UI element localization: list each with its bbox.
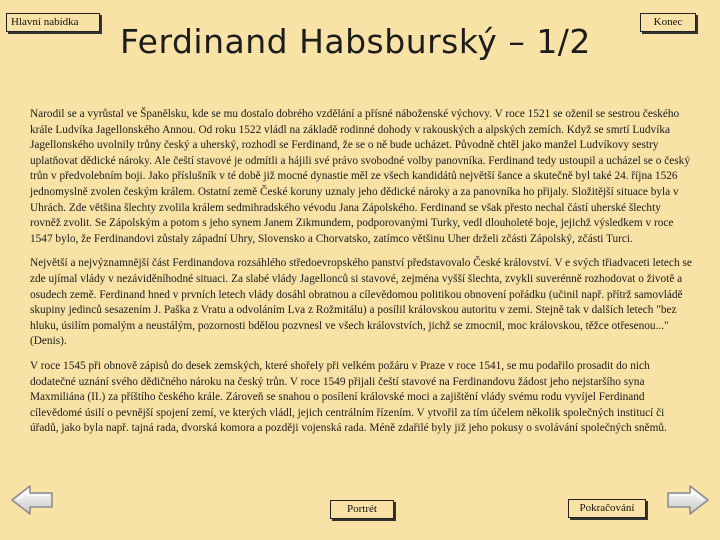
end-button[interactable]: Konec xyxy=(640,13,696,32)
page-title: Ferdinand Habsburský – 1/2 xyxy=(120,22,591,61)
main-menu-button[interactable]: Hlavní nabídka xyxy=(6,13,100,32)
right-arrow-icon xyxy=(664,482,712,518)
paragraph: Největší a nejvýznamnější část Ferdinandova rozsáhlého středoevropského panství představovalo České království. V e svých třiadvaceti letech se zde ujímal vlády v nezáviděníhodné situaci. Za slabé vlády Jagellonců si stavové, zejména vyšší šlechta, zvykli suverénně rozhodovat o životě a osudech země. Ferdinand hned v prvních letech vlády dosáhl obratnou a cílevědomou politikou obnovení pořádku (učinil např. přítrž samovládě skupiny jedinců sesazením J. Paška z Vratu a odvoláním Lva z Rožmitálu) a posílil královskou autoritu v zemi. Stejně tak v dalších letech "bez hluku, úsilím pomalým a neustálým, pozornosti bdělou pozvnesl ve všech královstvích, jichž se zmocnil, moc královskou, těžce otřesenou..." (Denis). xyxy=(30,257,692,348)
left-arrow-icon xyxy=(8,482,56,518)
next-page-button[interactable] xyxy=(664,482,712,523)
continue-button[interactable]: Pokračování xyxy=(568,499,646,518)
previous-page-button[interactable] xyxy=(8,482,56,523)
portrait-button[interactable]: Portrét xyxy=(330,500,394,519)
paragraph: Narodil se a vyrůstal ve Španělsku, kde se mu dostalo dobrého vzdělání a přísné náboženské výchovy. V roce 1521 se oženil se sestrou českého krále Ludvíka Jagellonského Annou. Od roku 1522 vládl na základě rodinné dohody v rakouských a alpských zemích. Když se smrtí Ludvíka Jagellonského uvolnily trůny český a uherský, rozhodl se Ferdinand, že se o ně bude ucházet. Původně chtěl jako manžel Ludvíkovy sestry uplatňovat dědické nároky. Ale čeští stavové je odmítli a hájili své právo svobodné volby panovníka. Ferdinand tedy ustoupil a ucházel se o český trůn v předvolebním boji. Jako příslušník v té době již mocné dynastie měl ze všech kandidátů největší šance a skutečně byl také 24. října 1526 jednomyslně zvolen českým králem. Ostatní země České koruny uznaly jeho dědické nároky a za panovníka ho přijaly. Složitější situace byla v Uhrách. Zde většina šlechty zvolila králem sedmihradského vévodu Jana Zápolského. Ferdinand se však přesto nechal částí uherské šlechty rovněž zvolit. Se Zápolským a potom s jeho synem Janem Zikmundem, podporovanými Turky, vedl dlouholeté boje, jejichž výsledkem v roce 1547 bylo, že Ferdinandovi zůstaly západní Uhry, Slovensko a Chorvatsko, zatímco většinu Uher drželi zčásti Zápolský, zčásti Turci. xyxy=(30,108,690,245)
paragraph: V roce 1545 při obnově zápisů do desek zemských, které shořely při velkém požáru v Praze v roce 1541, se mu podařilo prosadit do nich dodatečné uznání svého dědičného nároku na český trůn. V roce 1549 přijali čeští stavové na Ferdinandovu žádost jeho nejstaršího syna Maxmiliána (II.) za příštího českého krále. Zároveň se snahou o posílení královské moci a zajištění vlády svému rodu vyvíjel Ferdinand cílevědomé úsilí o pevnější spojení zemí, ve kterých vládl, jejich centrálním řízením. V ytvořil za tím účelem několik společných institucí či úřadů, jako byla např. tajná rada, dvorská komora a později vojenská rada. Méně zdařilé byly již jeho pokusy o svolávání společných sněmů. xyxy=(30,359,667,435)
article-text xyxy=(30,107,692,446)
